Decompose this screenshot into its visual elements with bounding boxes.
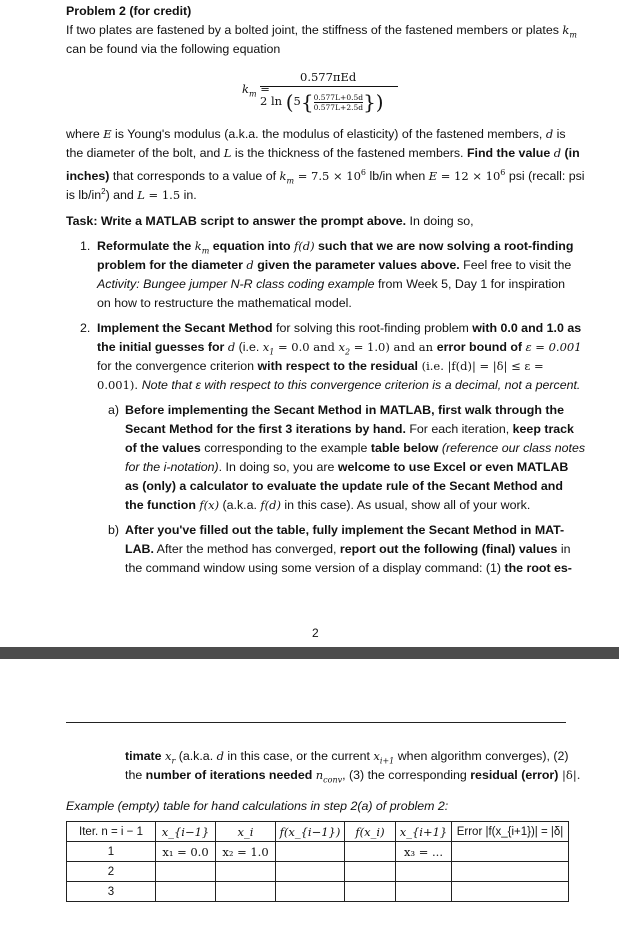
item-1-number: 1. xyxy=(80,239,91,253)
sub-b-line-1: After you've filled out the table, fully implement the Secant Method in MAT- xyxy=(125,523,565,537)
header-rule xyxy=(66,722,566,723)
item-2-line-4: 0.001). Note that ε with respect to this convergence criterion is a decimal, not a percent. xyxy=(97,378,581,392)
page-number: 2 xyxy=(312,626,319,640)
item-2-line-1: Implement the Secant Method for solving this root-finding problem with 0.0 and 1.0 as xyxy=(97,321,582,335)
table-cell: x₁ = 0.0 xyxy=(156,842,216,862)
hand-calc-table xyxy=(66,821,569,902)
table-cell xyxy=(276,882,345,902)
table-cell xyxy=(396,862,452,882)
sub-a-label: a) xyxy=(108,403,120,417)
table-cell xyxy=(396,882,452,902)
sub-a-line-4: for the i-notation). In doing so, you are welcome to use Excel or even MATLAB xyxy=(125,460,569,474)
table-caption: Example (empty) table for hand calculations in step 2(a) of problem 2: xyxy=(66,799,449,813)
para-line-4: is $lb/in^2$) and L = 1.5 in. xyxy=(66,187,197,203)
item-2-line-2: the initial guesses for d (i.e. $x_1 = 0.0$ and $x_2 = 1.0$) and an error bound of ε = 0.001 xyxy=(97,340,582,357)
task-line: Task: Write a MATLAB script to answer the prompt above. In doing so, xyxy=(66,214,474,228)
table-cell: 2 xyxy=(67,862,156,882)
table-cell xyxy=(276,842,345,862)
sub-b-cont-line-2: the number of iterations needed $n_{conv}$, (3) the corresponding residual (error) |δ|. xyxy=(125,768,581,785)
table-cell xyxy=(276,862,345,882)
para-line-3: inches) that corresponds to a value of $k_m = 7.5 \times 10^6$ lb/in when $E = 12 \times 10^6$ psi (recall: psi xyxy=(66,168,585,186)
table-cell xyxy=(156,882,216,902)
problem-title: Problem 2 (for credit) xyxy=(66,4,192,18)
item-1-line-1: Reformulate the $k_m$ equation into f(d) such that we are now solving a root-finding xyxy=(97,239,574,256)
item-2-line-3: for the convergence criterion with respect to the residual (i.e. |f(d)| = |δ| ≤ ε = xyxy=(97,359,544,373)
table-cell: 1 xyxy=(67,842,156,862)
table-header: f(x_i) xyxy=(345,822,396,842)
page-separator xyxy=(0,647,619,659)
equation-denominator: 2 ln (5{ $\frac{0.577L+0.5d}{0.577L+2.5d}$ }) xyxy=(260,90,384,114)
equation-numerator: 0.577πEd xyxy=(300,70,357,84)
table-cell xyxy=(452,862,569,882)
para-line-1: where E is Young's modulus (a.k.a. the modulus of elasticity) of the fastened members, d is xyxy=(66,127,566,141)
table-header: x_{i+1} xyxy=(396,822,452,842)
table-cell: x₂ = 1.0 xyxy=(216,842,276,862)
table-header: Iter. n = i − 1 xyxy=(67,822,156,842)
sub-b-line-3: the command window using some version of a display command: (1) the root es- xyxy=(125,561,572,575)
table-row xyxy=(67,842,569,862)
intro-line-1: If two plates are fastened by a bolted joint, the stiffness of the fastened members or plates $k_m$ xyxy=(66,23,577,40)
table-cell xyxy=(216,882,276,902)
table-cell: 3 xyxy=(67,882,156,902)
sub-a-line-3: of the values corresponding to the example table below (reference our class notes xyxy=(125,441,586,455)
intro-line-2: can be found via the following equation xyxy=(66,42,281,56)
table-header: f(x_{i−1}) xyxy=(276,822,345,842)
stiffness-equation: $k_m$ = 0.577πEd 2 ln (5{ $\frac{0.577L+0.5d}{0.577L+2.5d}$ }) xyxy=(238,66,398,122)
table-cell xyxy=(345,862,396,882)
table-cell xyxy=(345,842,396,862)
sub-b-line-2: LAB. After the method has converged, report out the following (final) values in xyxy=(125,542,571,556)
item-2-number: 2. xyxy=(80,321,91,335)
sub-b-cont-line-1: timate $x_r$ (a.k.a. d in this case, or the current $x_{i+1}$ when algorithm converges), (2) xyxy=(125,749,569,766)
sub-a-line-1: Before implementing the Secant Method in MATLAB, first walk through the xyxy=(125,403,564,417)
para-line-2: the diameter of the bolt, and L is the thickness of the fastened members. Find the value d (in xyxy=(66,146,580,160)
sub-b-label: b) xyxy=(108,523,120,537)
table-cell xyxy=(156,862,216,882)
table-header-row xyxy=(67,822,569,842)
table-row xyxy=(67,862,569,882)
table-cell xyxy=(216,862,276,882)
item-1-line-3: Activity: Bungee jumper N-R class coding example from Week 5, Day 1 for inspiration xyxy=(97,277,566,291)
sub-a-line-5: as (only) a calculator to evaluate the update rule of the Secant Method and xyxy=(125,479,563,493)
item-1-line-4: on how to restructure the mathematical model. xyxy=(97,296,352,310)
table-header: Error |f(x_{i+1})| = |δ| xyxy=(452,822,569,842)
table-cell xyxy=(345,882,396,902)
table-cell: x₃ = ... xyxy=(396,842,452,862)
sub-a-line-2: Secant Method for the first 3 iterations by hand. For each iteration, keep track xyxy=(125,422,574,436)
sub-a-line-6: the function f(x) (a.k.a. f(d) in this case). As usual, show all of your work. xyxy=(125,498,531,512)
table-header: x_{i−1} xyxy=(156,822,216,842)
table-cell xyxy=(452,842,569,862)
item-1-line-2: problem for the diameter d given the parameter values above. Feel free to visit the xyxy=(97,258,572,272)
table-header: x_i xyxy=(216,822,276,842)
table-cell xyxy=(452,882,569,902)
table-row xyxy=(67,882,569,902)
